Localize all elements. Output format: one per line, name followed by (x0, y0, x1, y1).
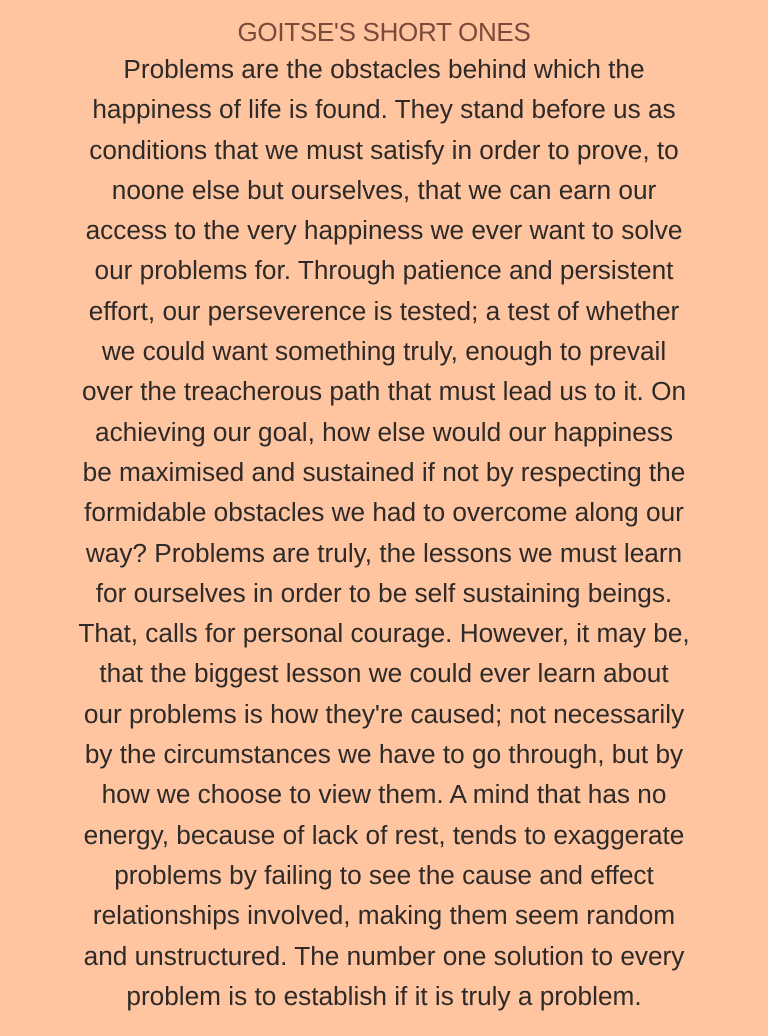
text-line: Problems are the obstacles behind which the (123, 54, 645, 84)
text-line: be maximised and sustained if not by respecting the (82, 456, 686, 487)
text-line: problem is to establish if it is truly a problem. (126, 980, 642, 1011)
text-line: for ourselves in order to be self sustaining beings. (95, 577, 673, 608)
page-title: GOITSE'S SHORT ONES (237, 17, 531, 47)
text-line: noone else but ourselves, that we can earn our (111, 174, 657, 205)
text-line: That, calls for personal courage. However, it may be, (78, 618, 690, 649)
text-line: achieving our goal, how else would our happiness (95, 416, 673, 447)
text-line: problems by failing to see the cause and effect (114, 859, 654, 890)
text-line: our problems is how they're caused; not necessarily (83, 698, 685, 729)
text-line: happiness of life is found. They stand before us as (92, 94, 676, 125)
text-line: and unstructured. The number one solution to every (83, 940, 685, 971)
text-line: that the biggest lesson we could ever learn about (99, 658, 669, 689)
text-line: our problems for. Through patience and persistent (94, 255, 674, 286)
text-line: conditions that we must satisfy in order to prove, to (89, 134, 679, 165)
text-line: how we choose to view them. A mind that has no (101, 779, 667, 810)
text-line: over the treacherous path that must lead us to it. On (81, 376, 687, 407)
text-line: we could want something truly, enough to prevail (101, 336, 667, 367)
text-line: access to the very happiness we ever want to solve (85, 215, 683, 246)
text-line: formidable obstacles we had to overcome along our (84, 497, 684, 528)
text-line: way? Problems are truly, the lessons we must learn (85, 537, 683, 568)
text-line: by the circumstances we have to go through, but by (84, 739, 684, 770)
text-line: relationships involved, making them seem random (92, 900, 676, 931)
text-line: effort, our perseverence is tested; a test of whether (88, 295, 680, 326)
quote-body (14, 49, 754, 1016)
text-line: energy, because of lack of rest, tends to exaggerate (83, 819, 685, 850)
